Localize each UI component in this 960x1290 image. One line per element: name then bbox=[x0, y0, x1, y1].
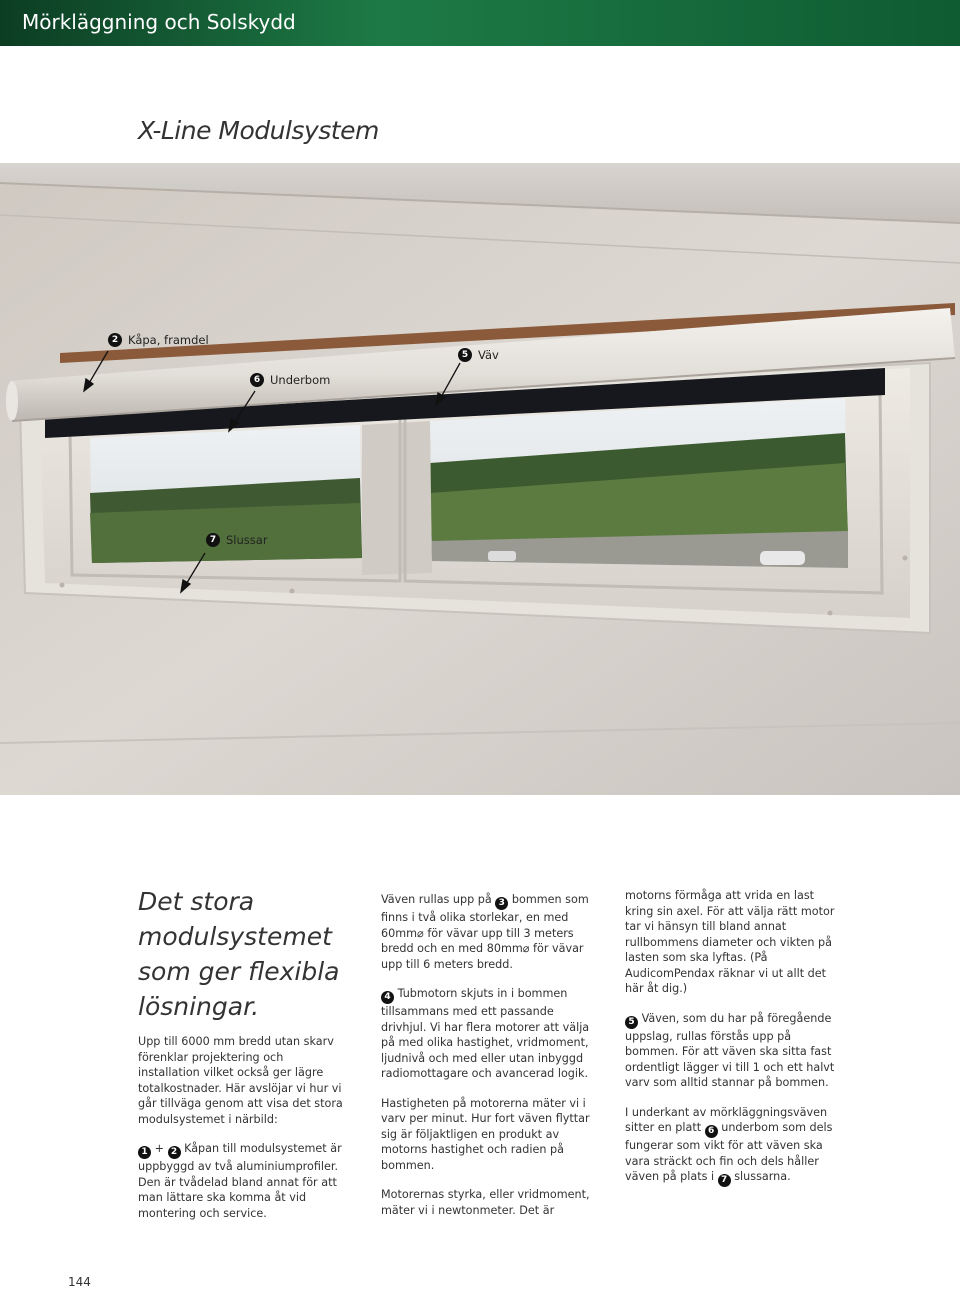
number-badge: 5 bbox=[458, 348, 472, 362]
number-badge: 6 bbox=[250, 373, 264, 387]
paragraph bbox=[381, 986, 591, 1082]
paragraph bbox=[381, 892, 591, 972]
number-badge: 4 bbox=[381, 991, 394, 1004]
headline: Det stora modulsystemet som ger flexibla lösningar. bbox=[138, 887, 340, 1021]
paragraph: motorns förmåga att vrida en last kring sin axel. För att välja rätt motor tar vi hänsyn till bland annat rullbommens diameter och vikten på lasten som ska lyftas. (På AudicomPendax räknar vi ut allt det här åt dig.) bbox=[625, 889, 835, 995]
plus-sign: + bbox=[154, 1142, 164, 1155]
number-badge: 7 bbox=[718, 1174, 731, 1187]
page-number: 144 bbox=[68, 1275, 91, 1289]
callout-label: Väv bbox=[478, 348, 499, 362]
paragraph-text: Tubmotorn skjuts in i bommen tillsammans med ett passande drivhjul. Vi har flera motorer att välja på med olika hastighet, vridmoment, ljudnivå och med eller utan inbyggd radiomottagare och avancerad logik. bbox=[381, 987, 590, 1080]
header-title: Mörkläggning och Solskydd bbox=[22, 10, 296, 34]
text-column-1 bbox=[138, 1034, 343, 1235]
paragraph-text: slussarna. bbox=[734, 1170, 791, 1183]
paragraph: Upp till 6000 mm bredd utan skarv förenklar projektering och installation vilket också ger lägre totalkostnader. Här avslöjar vi hur vi går tillväga genom att visa det stora modulsystemet i närbild: bbox=[138, 1035, 343, 1126]
paragraph-text: Kåpan till modulsystemet är uppbyggd av två aluminiumprofiler. Den är tvådelad bland annat för att man lättare ska komma åt vid montering och service. bbox=[138, 1142, 342, 1220]
callout-slussar bbox=[206, 533, 268, 547]
text-column-3 bbox=[625, 888, 835, 1201]
callout-vav bbox=[458, 348, 499, 362]
paragraph-text: bommen som finns i två olika storlekar, en med 60mm⌀ för vävar upp till 3 meters bredd och en med 80mm⌀ för vävar upp till 6 meters bredd. bbox=[381, 893, 589, 971]
number-badge: 5 bbox=[625, 1016, 638, 1029]
number-badge: 2 bbox=[168, 1146, 181, 1159]
page-header bbox=[0, 0, 960, 46]
callout-kapa bbox=[108, 333, 209, 347]
number-badge: 1 bbox=[138, 1146, 151, 1159]
text-column-2 bbox=[381, 892, 591, 1232]
callout-label: Kåpa, framdel bbox=[128, 333, 209, 347]
number-badge: 7 bbox=[206, 533, 220, 547]
callout-label: Slussar bbox=[226, 533, 268, 547]
product-photo bbox=[0, 163, 960, 795]
paragraph bbox=[625, 1105, 835, 1188]
callout-underbom bbox=[250, 373, 330, 387]
window-illustration bbox=[0, 163, 960, 795]
paragraph bbox=[138, 1141, 343, 1221]
paragraph-text: I underkant av mörkläggningsväven sitter en platt bbox=[625, 1105, 828, 1134]
paragraph: Hastigheten på motorerna mäter vi i varv per minut. Hur fort väven flyttar sig är följaktligen en produkt av motorns hastighet och radien på bommen. bbox=[381, 1096, 590, 1172]
callout-label: Underbom bbox=[270, 373, 331, 387]
paragraph bbox=[625, 1011, 835, 1091]
number-badge: 3 bbox=[495, 897, 508, 910]
paragraph-text: Väven, som du har på föregående uppslag, rullas förstås upp på bommen. För att väven ska sitta fast ordentligt lägger vi till 1 och ett halvt varv som alltid stannar på bommen. bbox=[625, 1011, 835, 1089]
section-title: X-Line Modulsystem bbox=[138, 116, 379, 145]
paragraph-text: Väven rullas upp på bbox=[381, 893, 492, 906]
paragraph: Motorernas styrka, eller vridmoment, mäter vi i newtonmeter. Det är bbox=[381, 1188, 590, 1217]
paragraph-text: underbom som dels fungerar som vikt för att väven ska vara sträckt och fin och dels håller väven på plats i bbox=[625, 1121, 833, 1183]
number-badge: 6 bbox=[705, 1125, 718, 1138]
number-badge: 2 bbox=[108, 333, 122, 347]
